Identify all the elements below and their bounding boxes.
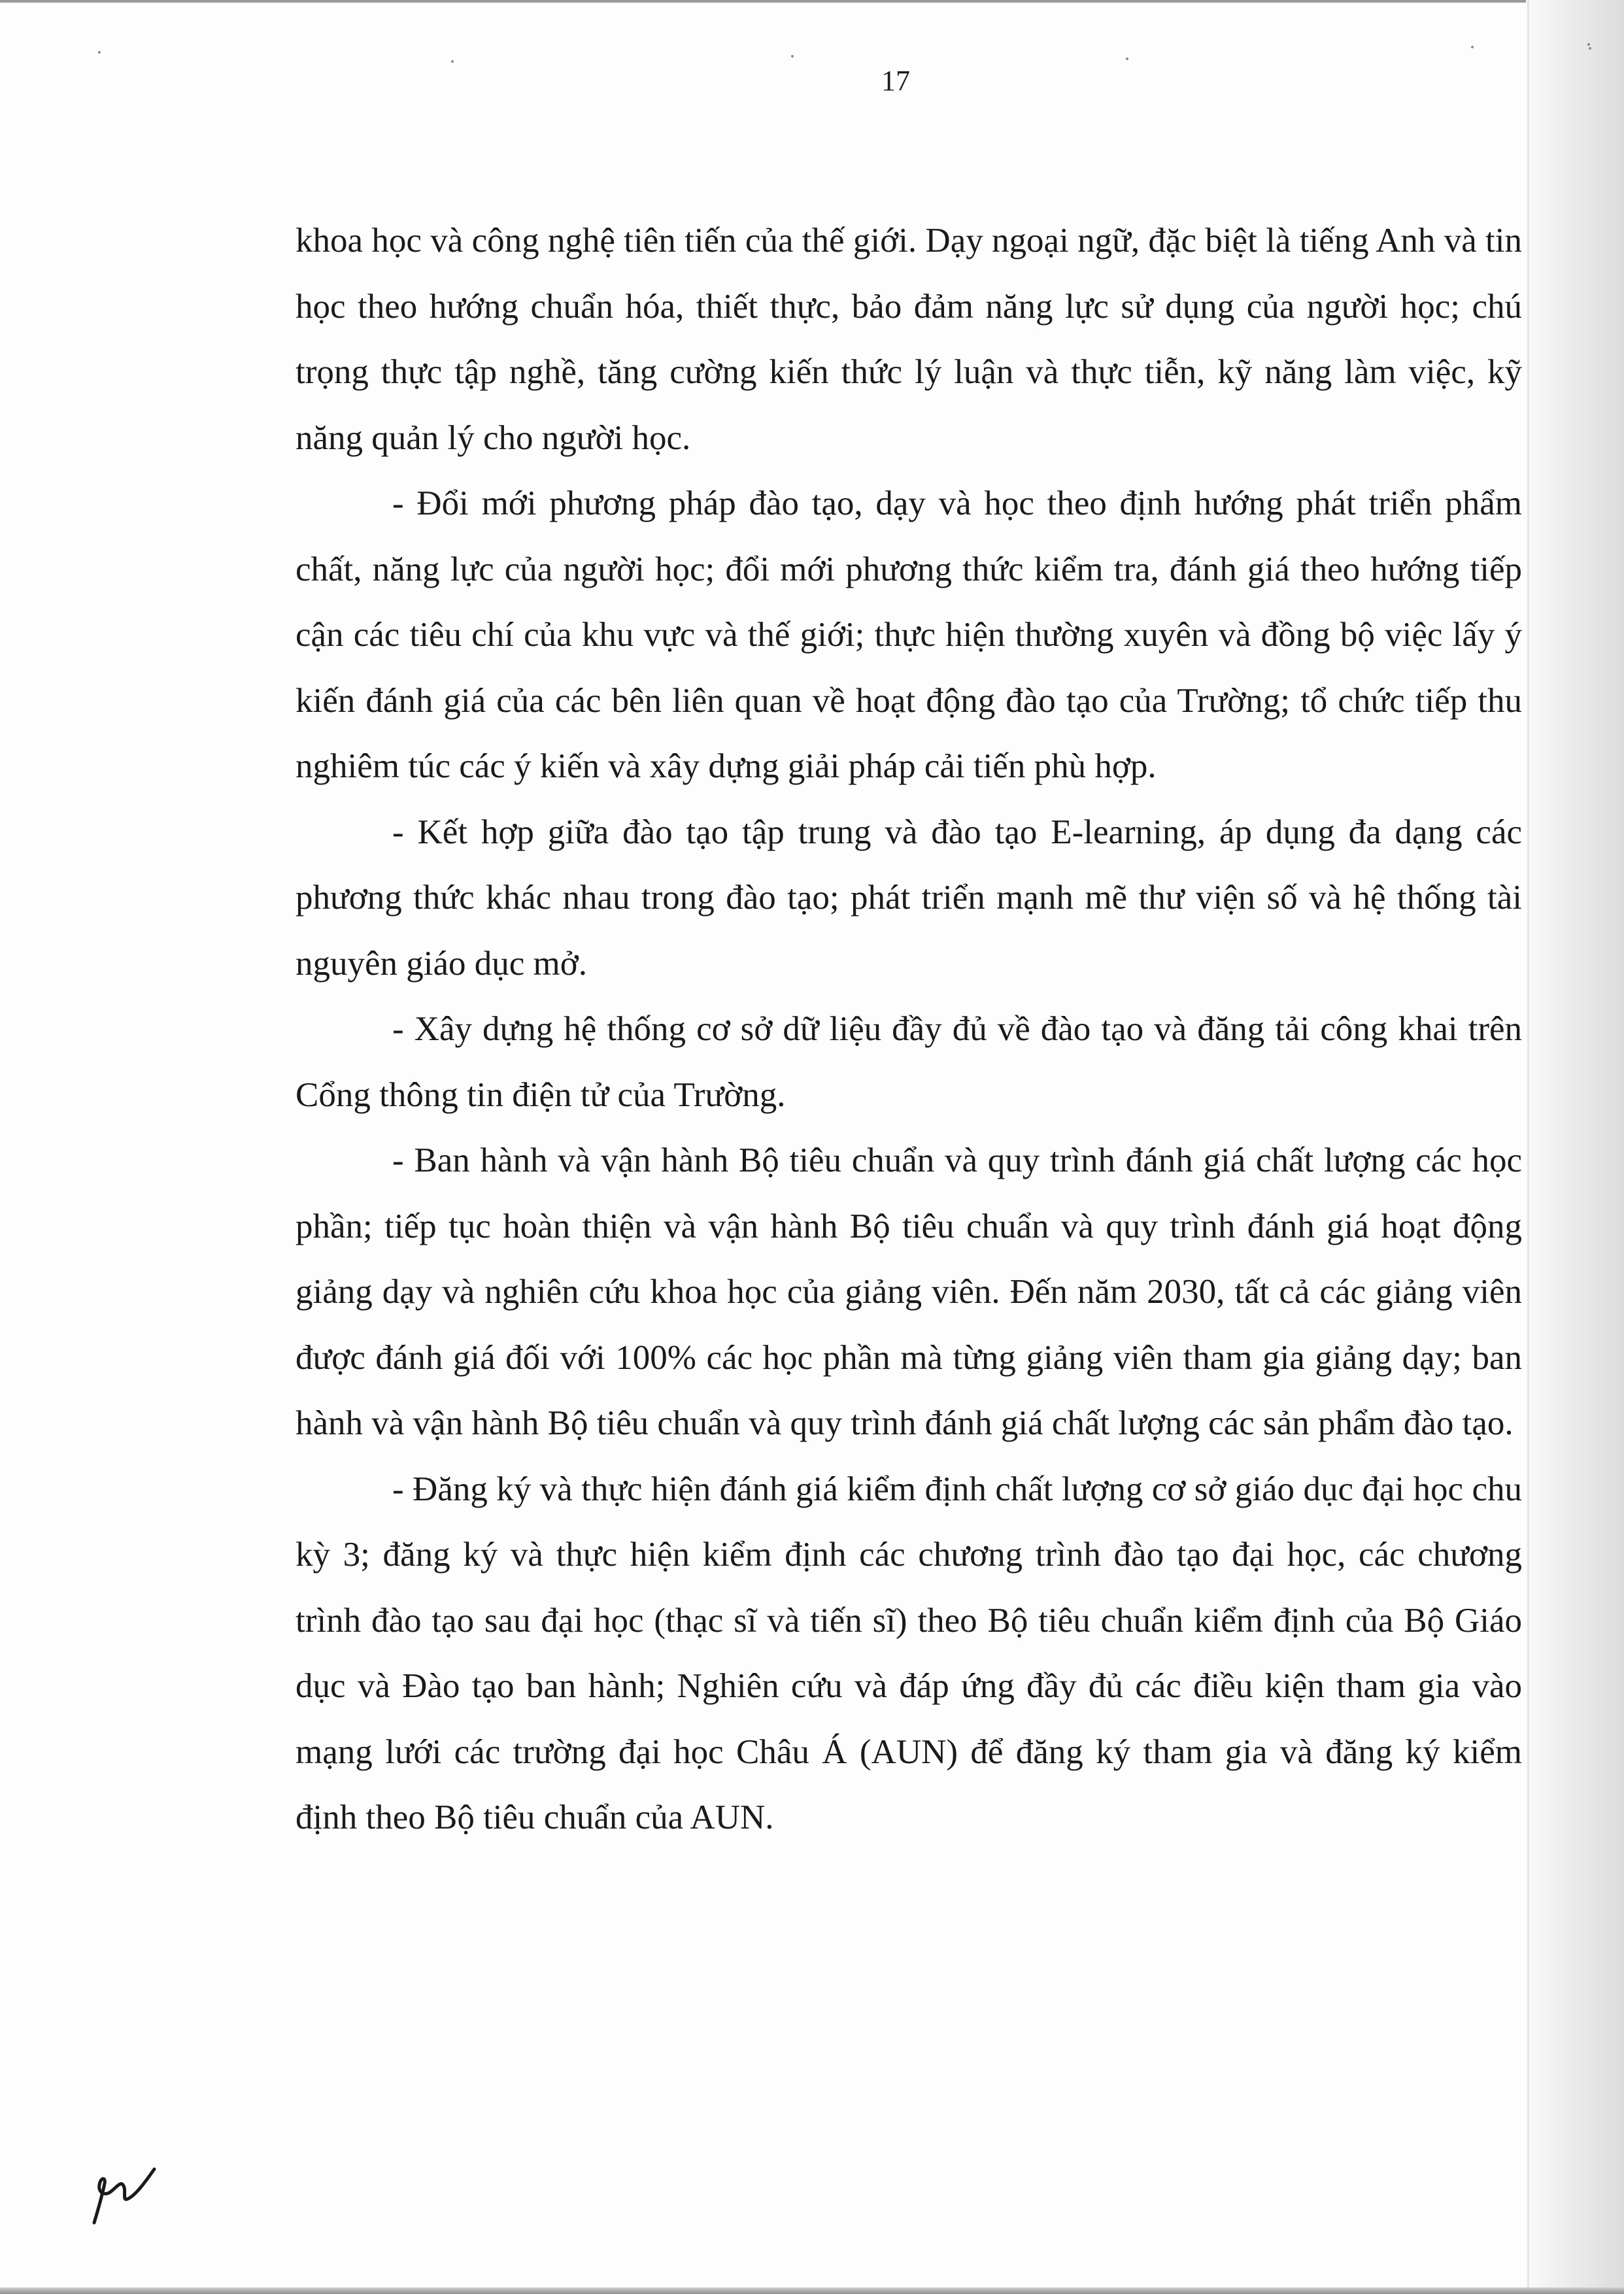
- paragraph-elearning: - Kết hợp giữa đào tạo tập trung và đào tạo E-learning, áp dụng đa dạng các phương thức khác nhau trong đào tạo; phát triển mạnh mẽ thư viện số và hệ thống tài nguyên giáo dục mở.: [296, 813, 1522, 983]
- scan-speck: [98, 51, 101, 54]
- body-text: [296, 208, 1522, 1851]
- scan-top-edge: [0, 0, 1624, 3]
- handwritten-initial-mark-icon: [85, 2157, 163, 2229]
- scan-speck: [1126, 58, 1128, 60]
- scan-right-edge: [1526, 0, 1624, 2294]
- scan-bottom-edge: [0, 2287, 1624, 2294]
- scan-speck: [451, 60, 454, 63]
- page-number: 17: [881, 65, 910, 97]
- scan-speck: [791, 55, 794, 58]
- paragraph-database: - Xây dựng hệ thống cơ sở dữ liệu đầy đủ về đào tạo và đăng tải công khai trên Cổng thông tin điện tử của Trường.: [296, 1010, 1522, 1114]
- scan-fold-line: [1527, 0, 1529, 2294]
- paragraph-continuation: khoa học và công nghệ tiên tiến của thế giới. Dạy ngoại ngữ, đặc biệt là tiếng Anh và tin học theo hướng chuẩn hóa, thiết thực, bảo đảm năng lực sử dụng của người học; chú trọng thực tập nghề, tăng cường kiến thức lý luận và thực tiễn, kỹ năng làm việc, kỹ năng quản lý cho người học.: [296, 222, 1522, 457]
- scan-speck: [1589, 47, 1591, 50]
- paragraph-training-methods: - Đổi mới phương pháp đào tạo, dạy và học theo định hướng phát triển phẩm chất, năng lực của người học; đổi mới phương thức kiểm tra, đánh giá theo hướng tiếp cận các tiêu chí của khu vực và thế giới; thực hiện thường xuyên và đồng bộ việc lấy ý kiến đánh giá của các bên liên quan về hoạt động đào tạo của Trường; tổ chức tiếp thu nghiêm túc các ý kiến và xây dựng giải pháp cải tiến phù hợp.: [296, 484, 1522, 785]
- paragraph-quality-standards: - Ban hành và vận hành Bộ tiêu chuẩn và quy trình đánh giá chất lượng các học phần; tiếp tục hoàn thiện và vận hành Bộ tiêu chuẩn và quy trình đánh giá hoạt động giảng dạy và nghiên cứu khoa học của giảng viên. Đến năm 2030, tất cả các giảng viên được đánh giá đối với 100% các học phần mà từng giảng viên tham gia giảng dạy; ban hành và vận hành Bộ tiêu chuẩn và quy trình đánh giá chất lượng các sản phẩm đào tạo.: [296, 1141, 1522, 1442]
- scan-speck: [1471, 46, 1474, 48]
- scan-speck: [1587, 43, 1590, 46]
- paragraph-accreditation: - Đăng ký và thực hiện đánh giá kiểm định chất lượng cơ sở giáo dục đại học chu kỳ 3; đăng ký và thực hiện kiểm định các chương trình đào tạo đại học, các chương trình đào tạo sau đại học (thạc sĩ và tiến sĩ) theo Bộ tiêu chuẩn kiểm định của Bộ Giáo dục và Đào tạo ban hành; Nghiên cứu và đáp ứng đầy đủ các điều kiện tham gia vào mạng lưới các trường đại học Châu Á (AUN) để đăng ký tham gia và đăng ký kiểm định theo Bộ tiêu chuẩn của AUN.: [296, 1470, 1522, 1836]
